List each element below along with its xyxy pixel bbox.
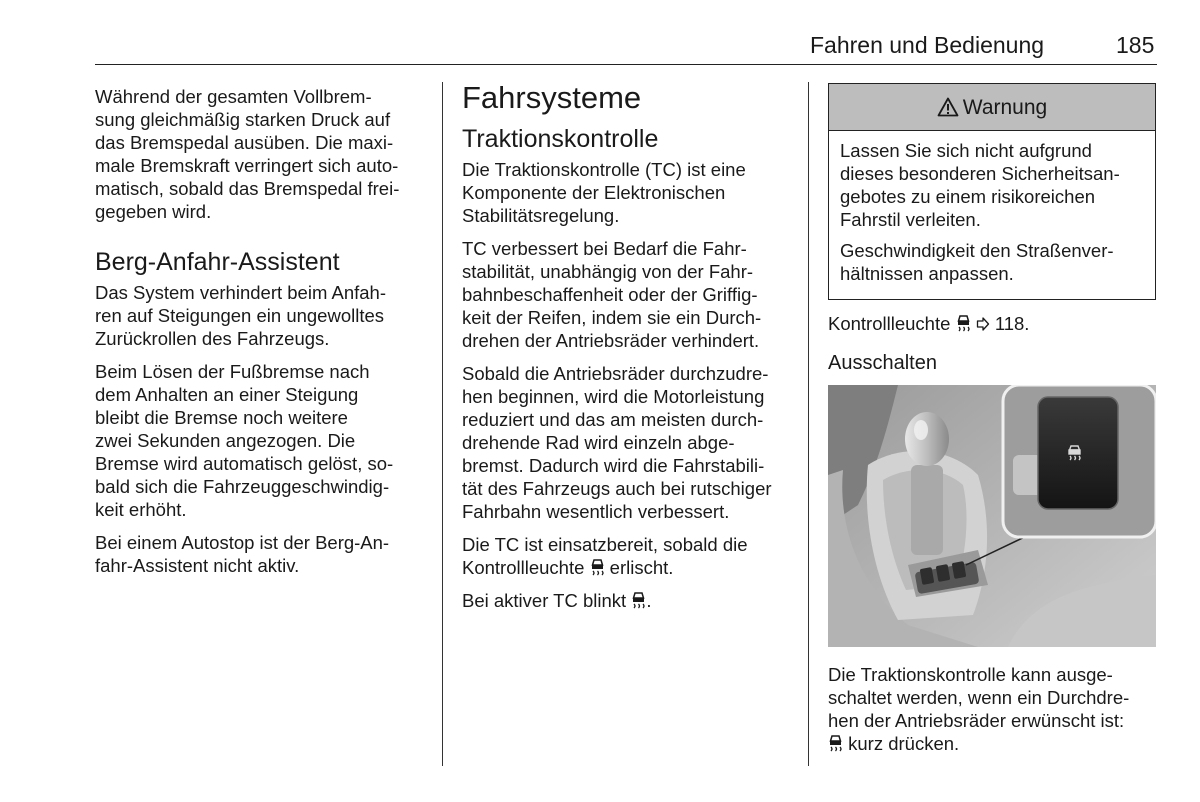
warning-triangle-icon — [937, 97, 959, 117]
warning-box — [828, 83, 1156, 300]
traction-control-icon — [956, 315, 971, 332]
paragraph-autostop: Bei einem Autostop ist der Berg-An- fahr-Assistent nicht aktiv. — [95, 532, 390, 576]
paragraph-ausschalten: Die Traktionskontrolle kann ausge- schaltet werden, wenn ein Durchdre- hen der Antriebsräder erwünscht ist: kurz drücken. — [828, 664, 1130, 754]
paragraph-tc-intro: Die Traktionskontrolle (TC) ist eine Komponente der Elektronischen Stabilitätsregelung. — [462, 159, 746, 226]
paragraph-fussbremse: Beim Lösen der Fußbremse nach dem Anhalten an einer Steigung bleibt die Bremse noch weitere zwei Sekunden angezogen. Die Bremse wird automatisch gelöst, so- bald sich die Fahrzeuggeschwindig- keit erhöht. — [95, 361, 394, 520]
section-title: Fahrsysteme — [462, 80, 642, 115]
column-middle — [462, 80, 797, 622]
paragraph-vollbremsung: Während der gesamten Vollbrem- sung gleichmäßig starken Druck auf das Bremspedal ausüben. Die maxi- male Bremskraft verringert sich auto- matisch, sobald das Bremspedal frei- gegeben wird. — [95, 86, 400, 222]
header-rule — [95, 64, 1157, 65]
column-divider-2 — [808, 82, 809, 766]
traction-control-icon — [631, 592, 646, 609]
header-title: Fahren und Bedienung — [810, 32, 1045, 58]
warning-title: Warnung — [962, 95, 1048, 119]
center-console-photo — [828, 385, 1156, 647]
heading-traktionskontrolle: Traktionskontrolle — [462, 125, 659, 153]
page-reference: Kontrollleuchte 118. — [828, 313, 1030, 334]
heading-berg-anfahr-assistent: Berg-Anfahr-Assistent — [95, 248, 340, 276]
warning-paragraph-1: Lassen Sie sich nicht aufgrund dieses besonderen Sicherheitsan- gebotes zu einem risikoreichen Fahrstil verleiten. — [840, 140, 1120, 230]
paragraph-tc-funktion: Sobald die Antriebsräder durchzudre- hen beginnen, wird die Motorleistung reduziert und das am meisten durch- drehende Rad wird einzeln abge- bremst. Dadurch wird die Fahrstabili- tät des Fahrzeugs auch bei rutschiger Fahrbahn wesentlich verbessert. — [462, 363, 772, 522]
column-right — [828, 83, 1156, 765]
paragraph-tc-bereit: Die TC ist einsatzbereit, sobald die Kontrollleuchte erlischt. — [462, 534, 748, 578]
traction-control-icon — [590, 559, 605, 576]
center-console-illustration — [828, 385, 1156, 647]
page-reference-arrow-icon — [976, 317, 990, 331]
heading-ausschalten: Ausschalten — [828, 352, 937, 374]
paragraph-tc-blinkt: Bei aktiver TC blinkt . — [462, 590, 652, 611]
column-divider-1 — [442, 82, 443, 766]
paragraph-system: Das System verhindert beim Anfah- ren auf Steigungen ein ungewolltes Zurückrollen des Fahrzeugs. — [95, 282, 386, 349]
warning-body — [829, 131, 1155, 299]
page-number: 185 — [1116, 32, 1155, 58]
traction-control-icon — [828, 735, 843, 752]
warning-paragraph-2: Geschwindigkeit den Straßenver- hältnissen anpassen. — [840, 240, 1114, 284]
paragraph-tc-stabilitaet: TC verbessert bei Bedarf die Fahr- stabilität, unabhängig von der Fahr- bahnbeschaffenheit oder der Griffig- keit der Reifen, indem sie ein Durch- drehen der Antriebsräder verhindert. — [462, 238, 762, 351]
warning-header — [829, 84, 1155, 131]
column-left — [95, 85, 430, 587]
